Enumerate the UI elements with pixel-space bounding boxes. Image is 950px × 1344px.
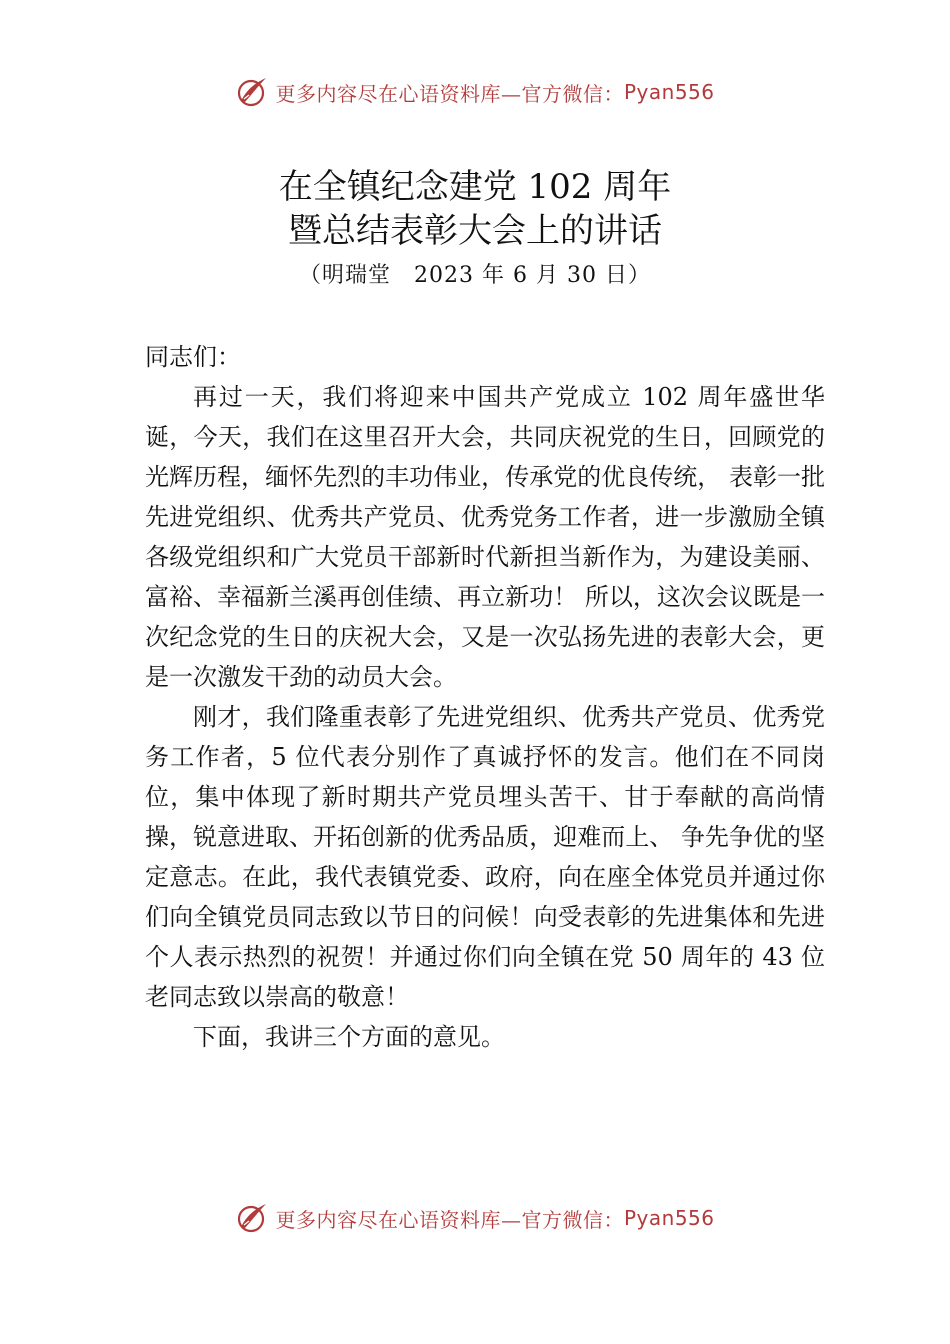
greeting: 同志们：: [145, 343, 241, 371]
paragraph: 下面，我讲三个方面的意见。: [193, 1023, 505, 1051]
watermark-wechat-id: Pyan556: [623, 80, 715, 104]
watermark-text: 更多内容尽在心语资料库—官方微信：: [275, 81, 624, 106]
paragraph: 再过一天，我们将迎来中国共产党成立 102 周年盛世华诞，今天，我们在这里召开大会，共同庆祝党的生日，回顾党的光辉历程，缅怀先烈的丰功伟业，传承党的优良传统， 表彰一批先进党组织、优秀共产党员、优秀党务工作者，进一步激励全镇各级党组织和广大党员干部新时代新担当新作为，为建设美丽、富裕、幸福新兰溪再创佳绩、再立新功！ 所以，这次会议既是一次纪念党的生日的庆祝大会，又是一次弘扬先进的表彰大会，更是一次激发干劲的动员大会。: [145, 383, 825, 691]
watermark-text: 更多内容尽在心语资料库—官方微信：: [275, 1207, 624, 1232]
pen-logo-icon: [235, 75, 269, 109]
watermark-header: [0, 72, 950, 112]
document-title-line2: 暨总结表彰大会上的讲话: [288, 211, 662, 251]
watermark-wechat-id: Pyan556: [623, 1206, 715, 1230]
speech-body: [145, 337, 825, 1057]
watermark-footer: [0, 1198, 950, 1238]
document-title-line1: 在全镇纪念建党 102 周年: [278, 167, 672, 207]
paragraph: 刚才，我们隆重表彰了先进党组织、优秀共产党员、优秀党务工作者，5 位代表分别作了真诚抒怀的发言。他们在不同岗位，集中体现了新时期共产党员埋头苦干、甘于奉献的高尚情操，锐意进取、开拓创新的优秀品质，迎难而上、 争先争优的坚定意志。在此，我代表镇党委、政府，向在座全体党员并通过你们向全镇党员同志致以节日的问候！向受表彰的先进集体和先进个人表示热烈的祝贺！并通过你们向全镇在党 50 周年的 43 位老同志致以崇高的敬意！: [145, 703, 825, 1011]
pen-logo-icon: [235, 1201, 269, 1235]
document-subtitle: （明瑞堂 2023 年 6 月 30 日）: [299, 263, 651, 288]
